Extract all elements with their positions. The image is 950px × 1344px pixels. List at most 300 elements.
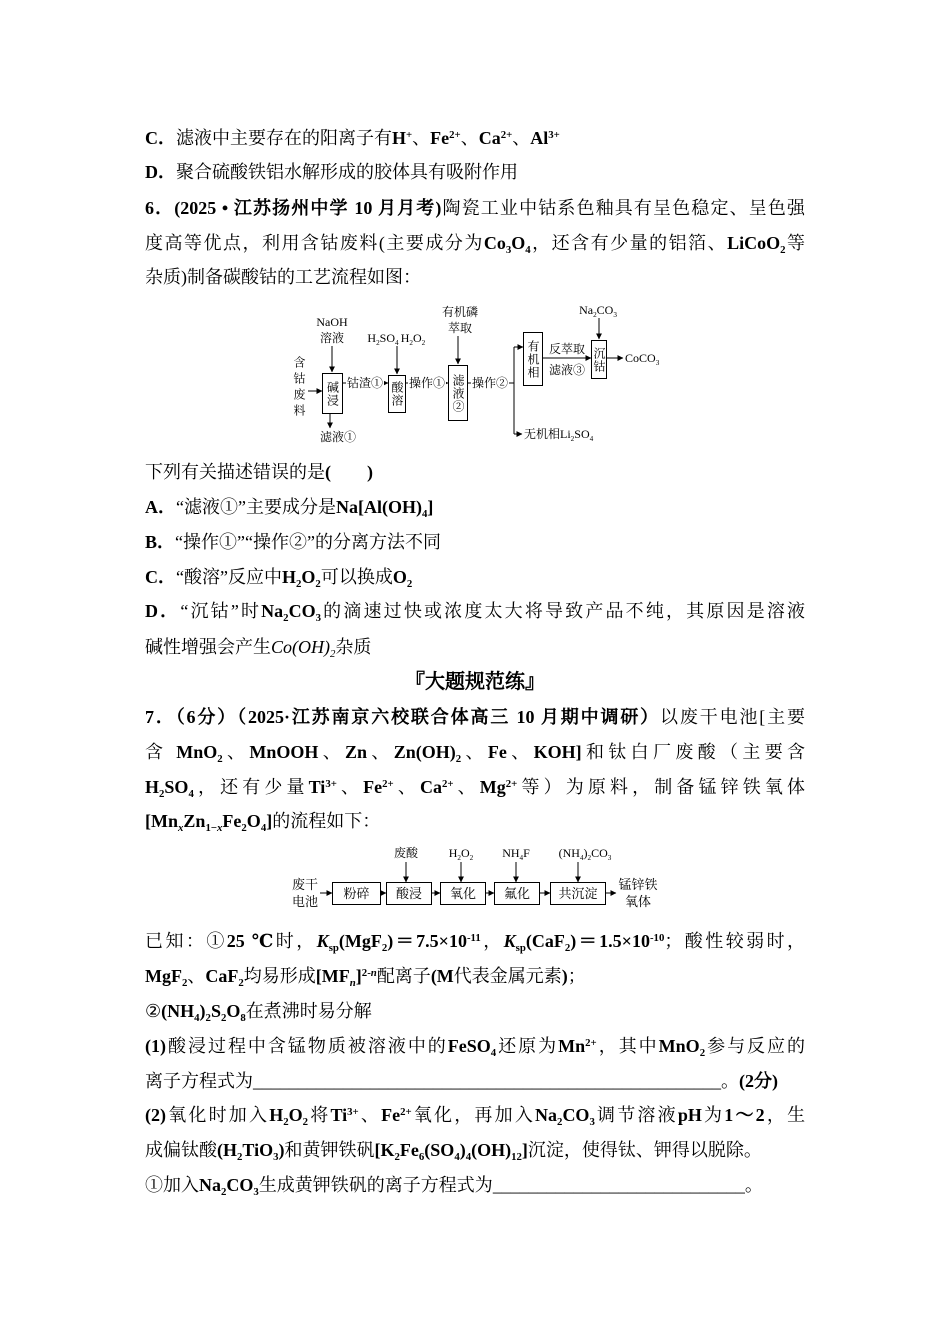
text-run: 陶瓷工业中钴系色釉具有呈色稳定、呈色强	[441, 198, 805, 218]
text-run: 2	[159, 787, 165, 800]
q7-part2-line-2	[145, 1136, 805, 1164]
text-run: 3	[655, 358, 660, 367]
text-run: 2	[238, 976, 244, 989]
text-run: ；	[567, 966, 586, 986]
text-run: 25 ℃	[226, 931, 276, 951]
text-run: n	[370, 966, 377, 979]
text-run: sp	[328, 941, 339, 954]
text-run: H	[367, 331, 377, 345]
text-run: 2	[699, 1046, 706, 1059]
q6-option-b	[145, 528, 805, 556]
text-run: H	[269, 1105, 284, 1125]
process-box-cobalt-precipitation	[591, 340, 607, 379]
text-run: (1)	[145, 1036, 166, 1056]
text-run: 2	[241, 821, 247, 834]
text-run: 8	[240, 1011, 246, 1024]
text-run: 氧化时加入	[166, 1105, 270, 1125]
text-run: 、	[358, 1105, 382, 1125]
text-run: 6．(2025 • 江苏扬州中学 10 月月考)	[145, 198, 442, 218]
text-run: 2	[557, 1115, 563, 1128]
text-run: MgF	[145, 966, 182, 986]
text-run: “滤液①”主要成分是	[176, 497, 336, 517]
q6-stem-line-3	[145, 263, 805, 291]
text-run: 12	[511, 1150, 522, 1163]
stream-aqueous-phase	[524, 427, 593, 443]
process-label-acid-leach: 酸浸	[395, 885, 422, 901]
text-run: ，还含有少量的铝箔、	[530, 233, 728, 253]
text-run: Al	[530, 128, 549, 148]
text-run: [K	[374, 1140, 395, 1160]
text-run: ①加入	[145, 1175, 199, 1195]
q6-prompt	[145, 458, 805, 486]
text-run: A．	[145, 497, 176, 517]
text-run: 1−	[205, 821, 217, 834]
q7-part2-line-1	[145, 1101, 805, 1129]
process-box-acid-leach	[386, 882, 432, 905]
q7-known-line-3	[145, 997, 805, 1025]
reagent-organophosphorus: 有机磷	[441, 305, 479, 319]
text-run: 调节溶液	[594, 1105, 678, 1125]
q6-flow-diagram	[280, 298, 670, 448]
stream-operation-2: 操作②	[471, 376, 509, 390]
stream-filtrate-3: 滤液③	[548, 363, 586, 377]
q7-stem-line-3	[145, 773, 805, 801]
text-run: 2	[421, 338, 426, 347]
text-run: x	[178, 821, 184, 834]
text-run: 酸浸过程中含锰物质被溶液中的	[166, 1036, 448, 1056]
text-run: “沉钴”时	[180, 601, 262, 621]
text-run: 4	[490, 1046, 497, 1059]
text-run: 3	[253, 1185, 259, 1198]
text-run: Na	[535, 1105, 558, 1125]
text-run: Fe	[363, 777, 383, 797]
text-run: O	[246, 811, 261, 831]
text-run: 、	[367, 742, 394, 762]
text-run: CO	[596, 303, 614, 317]
text-run: )	[199, 1001, 206, 1021]
text-run: 2	[587, 853, 592, 862]
text-run: 4	[395, 338, 399, 347]
text-run: x	[217, 821, 223, 834]
process-label-cobalt-precipitation: 沉钴	[592, 346, 606, 373]
q6-option-c	[145, 563, 805, 591]
text-run: 2	[220, 1011, 227, 1024]
text-run: 6	[418, 1150, 425, 1163]
text-run: 2	[455, 752, 462, 765]
q5-option-c	[145, 124, 805, 152]
text-run: 、	[461, 742, 488, 762]
text-run: 4	[579, 853, 584, 862]
text-run: ②	[145, 1001, 162, 1021]
text-run: 2	[564, 941, 571, 954]
text-run: 可以换成	[320, 567, 393, 587]
text-run: Na	[261, 601, 284, 621]
output-label-line-1: 锰锌铁	[618, 877, 658, 892]
section-title: 『大题规范练』	[405, 669, 545, 693]
text-run: )	[561, 966, 568, 986]
text-run: ]	[427, 497, 434, 517]
text-run: 2+	[500, 128, 513, 141]
text-run: 2	[406, 577, 413, 590]
text-run: 4	[454, 1150, 460, 1163]
stream-operation-1: 操作①	[408, 376, 446, 390]
text-run: Zn	[345, 742, 368, 762]
text-run: +	[406, 128, 413, 141]
text-run: 氧化，再加入	[411, 1105, 536, 1125]
text-run: 2	[181, 976, 188, 989]
text-run: ]	[521, 1140, 528, 1160]
text-run: 、	[187, 966, 206, 986]
text-run: 离子方程式为	[145, 1071, 253, 1091]
text-run: 2	[780, 243, 786, 256]
text-run: n	[349, 976, 356, 989]
text-run: 3+	[548, 128, 560, 141]
text-run: S	[210, 1001, 221, 1021]
reagent-h2so4	[367, 331, 398, 347]
text-run: ，还有少量	[193, 777, 309, 797]
reagent-h2o2	[401, 331, 426, 347]
text-run: 2	[457, 853, 461, 862]
text-run: 2	[409, 338, 413, 347]
text-run: (OH)	[471, 1140, 512, 1160]
text-run: 。	[744, 1175, 763, 1195]
text-run: 、	[412, 128, 431, 148]
text-run: Ti	[330, 1105, 348, 1125]
text-run: Co	[483, 233, 506, 253]
process-label-crush: 粉碎	[343, 885, 370, 901]
text-run: O	[413, 331, 422, 345]
text-run: 2+	[449, 128, 461, 141]
text-run: H	[145, 777, 160, 797]
text-run: 时，	[275, 931, 317, 951]
text-run: Na	[579, 303, 594, 317]
text-run: CO	[288, 601, 316, 621]
process-label-organic-phase: 有机相	[526, 339, 540, 379]
q7-flow-diagram	[280, 842, 670, 917]
product-coco3	[625, 351, 659, 367]
text-run: CO	[562, 1105, 590, 1125]
text-run: 度高等优点，利用含钴废料(主要成分为	[145, 233, 484, 253]
reagent-extraction: 萃取	[447, 321, 473, 335]
q7-part2-line-3	[145, 1171, 805, 1199]
text-run: 2	[283, 611, 289, 624]
text-run: 代表金属元素	[453, 966, 562, 986]
text-run: C．	[145, 567, 176, 587]
q7-part1-line-2	[145, 1067, 805, 1095]
text-run: MnO	[658, 1036, 700, 1056]
input-label-line-1: 废干	[291, 877, 319, 892]
text-run: 2	[296, 577, 302, 590]
text-run: (SO	[424, 1140, 455, 1160]
text-run: 在煮沸时易分解	[245, 1001, 372, 1021]
text-run: (2)	[145, 1105, 166, 1125]
text-run: 2	[237, 1150, 243, 1163]
text-run: FeSO	[447, 1036, 491, 1056]
text-run: D．	[145, 601, 181, 621]
text-run: 杂质)制备碳酸钴的工艺流程如图：	[145, 267, 421, 287]
q6-stem-line-1	[145, 194, 805, 222]
text-run: 2+	[441, 777, 454, 790]
text-run: 4	[519, 853, 524, 862]
text-run: LiCoO	[727, 233, 781, 253]
text-run: 含	[145, 742, 177, 762]
text-run: (NH	[161, 1001, 195, 1021]
text-run: 、	[453, 777, 480, 797]
reagent-ammonium-carbonate	[559, 846, 612, 862]
q5-option-d	[145, 158, 805, 186]
text-run: 滤液中主要存在的阳离子有	[176, 128, 392, 148]
text-run: “操作①”“操作②”的分离方法不同	[175, 532, 441, 552]
text-run: 2	[217, 752, 223, 765]
text-run: Fe	[487, 742, 507, 762]
text-run: )＝1.5×10	[570, 931, 650, 951]
text-run: 2	[302, 1115, 309, 1128]
text-run: ，生	[764, 1105, 805, 1125]
process-box-acid-dissolve	[388, 375, 406, 413]
text-run: MnO	[176, 742, 218, 762]
text-run: 3	[589, 1115, 595, 1128]
text-run: (2分)	[739, 1071, 778, 1091]
text-run: [MF	[315, 966, 350, 986]
text-run: SO	[164, 777, 189, 797]
stream-cobalt-slag: 钴渣①	[346, 376, 384, 390]
text-run: 4	[260, 821, 267, 834]
text-run: 碱性增强会产生	[145, 637, 271, 657]
text-run: TiO	[242, 1140, 274, 1160]
text-run: K	[503, 931, 516, 951]
reagent-h2o2	[449, 846, 474, 862]
text-run: Fe	[430, 128, 450, 148]
text-run: 4	[421, 507, 428, 520]
text-run: 参与反应的	[705, 1036, 805, 1056]
text-run: O	[288, 1105, 303, 1125]
text-run: H	[281, 567, 296, 587]
text-run: CaF	[205, 966, 239, 986]
text-run: 、	[506, 742, 534, 762]
text-run: Mn	[558, 1036, 586, 1056]
process-label-fluorination: 氟化	[503, 885, 530, 901]
text-run: (MgF	[338, 931, 382, 951]
text-run: Fe	[381, 1105, 401, 1125]
text-run: 下列有关描述错误的是	[145, 462, 325, 482]
text-run: 配离子	[376, 966, 431, 986]
text-run: 2+	[400, 1105, 412, 1118]
q7-part1-line-1	[145, 1032, 805, 1060]
text-run: H	[392, 128, 407, 148]
text-run: K	[316, 931, 329, 951]
text-run: )＝7.5×10	[387, 931, 467, 951]
text-run: 4	[465, 1150, 472, 1163]
text-run: ____________________________	[492, 1175, 745, 1195]
text-run: Co(OH)	[271, 637, 330, 657]
text-run: 等）为原料，制备锰锌铁氧体	[517, 777, 805, 797]
text-run: H	[400, 331, 410, 345]
text-run: CoCO	[625, 351, 656, 365]
text-run: 2	[205, 1011, 211, 1024]
q6-stem-line-2	[145, 229, 805, 257]
process-box-crush	[332, 882, 381, 905]
text-run: Ca	[419, 777, 442, 797]
text-run: 、	[460, 128, 479, 148]
text-run: ____________________________________________________	[253, 1071, 721, 1091]
text-run: O	[392, 567, 407, 587]
text-run: 聚合硫酸铁铝水解形成的胶体具有吸附作用	[176, 162, 518, 182]
text-run: CO	[226, 1175, 254, 1195]
reagent-naoh: NaOH	[316, 315, 348, 329]
text-run: O	[226, 1001, 241, 1021]
q7-stem-line-4	[145, 807, 805, 835]
text-run: 3	[613, 310, 617, 319]
process-box-organic-phase	[523, 332, 543, 386]
process-box-coprecipitation	[550, 882, 606, 905]
input-label-line-2: 电池	[291, 894, 319, 909]
text-run: 4	[194, 1011, 200, 1024]
text-run: (CaF	[525, 931, 565, 951]
text-run: O	[461, 846, 470, 860]
text-run: SO	[379, 331, 396, 345]
q7-stem-line-2	[145, 738, 805, 766]
text-run: 3	[607, 853, 612, 862]
q7-known-line-2	[145, 962, 805, 990]
text-run: C．	[145, 128, 176, 148]
text-run: NH	[502, 846, 520, 860]
text-run: 无机相Li	[524, 427, 571, 441]
text-run: O	[511, 233, 526, 253]
text-run: 均易形成	[243, 966, 316, 986]
text-run: 2	[593, 310, 597, 319]
process-label-coprecipitation: 共沉淀	[558, 885, 598, 901]
text-run: 2	[315, 577, 321, 590]
process-box-oxidation	[440, 882, 486, 905]
text-run: 3	[273, 1150, 279, 1163]
process-box-alkali-leach	[322, 373, 343, 414]
text-run: -11	[466, 931, 481, 944]
text-run: 2+	[382, 777, 394, 790]
text-run: 2	[469, 853, 474, 862]
text-run: 2+	[585, 1036, 597, 1049]
text-run: Ca	[478, 128, 501, 148]
text-run: H	[448, 846, 458, 860]
q6-option-a	[145, 493, 805, 521]
text-run: 3+	[325, 777, 337, 790]
process-box-fluorination	[494, 882, 540, 905]
text-run: Zn	[183, 811, 206, 831]
text-run: 等	[785, 233, 805, 253]
text-run: 4	[188, 787, 194, 800]
text-run: ；酸性较弱时，	[664, 931, 805, 951]
text-run: 4	[525, 243, 531, 256]
feed-label	[293, 356, 307, 426]
text-run: 沉淀，使得钛、钾得以脱除。	[527, 1140, 762, 1160]
text-run: “酸溶”反应中	[176, 567, 282, 587]
text-run: )	[278, 1140, 285, 1160]
text-run: )	[583, 846, 588, 860]
q6-option-d-line-1	[145, 597, 805, 625]
text-run: 3+	[347, 1105, 359, 1118]
text-run: Na[Al(OH)	[335, 497, 422, 517]
text-run: CO	[591, 846, 608, 860]
text-run: 为	[701, 1105, 725, 1125]
q7-stem-line-1	[145, 703, 805, 731]
text-run: (M	[430, 966, 454, 986]
text-run: 、	[512, 128, 531, 148]
text-run: Na	[199, 1175, 221, 1195]
text-run: 2	[283, 1115, 289, 1128]
text-run: 2+	[505, 777, 518, 790]
text-run: 杂质	[335, 637, 372, 657]
output-label-line-2: 氧体	[624, 894, 652, 909]
text-run: 4	[589, 434, 594, 443]
feed-text: 含钴废料	[292, 356, 306, 420]
text-run: ]	[355, 966, 362, 986]
stream-filtrate-1: 滤液①	[319, 430, 357, 444]
text-run: Zn(OH)	[393, 742, 456, 762]
text-run: 。	[721, 1071, 739, 1091]
text-run: 2-	[361, 966, 371, 979]
reagent-naoh-solution: 溶液	[319, 331, 345, 345]
text-run: 和黄钾铁矾	[284, 1140, 375, 1160]
text-run: 3	[315, 611, 321, 624]
text-run: 2	[376, 338, 380, 347]
text-run: F	[523, 846, 530, 860]
process-box-filtrate-2	[448, 365, 468, 421]
text-run: [Mn	[145, 811, 178, 831]
process-label-acid-dissolve: 酸溶	[390, 381, 404, 407]
text-run: 1～2	[724, 1105, 765, 1125]
text-run: 生成黄钾铁矾的离子方程式为	[258, 1175, 493, 1195]
reagent-na2co3	[579, 303, 617, 319]
text-run: 、	[318, 742, 346, 762]
text-run: Ti	[308, 777, 326, 797]
text-run: O	[301, 567, 316, 587]
process-label-oxidation: 氧化	[449, 885, 476, 901]
text-run: 成偏钛酸	[145, 1140, 217, 1160]
text-run: 2	[330, 647, 336, 660]
text-run: 将	[308, 1105, 331, 1125]
text-run: sp	[515, 941, 526, 954]
reagent-nh4f	[502, 846, 530, 862]
q6-option-d-line-2	[145, 633, 805, 661]
text-run: -10	[649, 931, 665, 944]
text-run: 2	[381, 941, 388, 954]
text-run: 的流程如下：	[272, 811, 381, 831]
text-run: 2	[394, 1150, 400, 1163]
text-run: (H	[217, 1140, 237, 1160]
text-run: )	[459, 1140, 466, 1160]
text-run: 、	[393, 777, 420, 797]
text-run: 7．（6分）（2025·江苏南京六校联合体高三 10 月期中调研）	[145, 707, 661, 727]
text-run: Fe	[222, 811, 242, 831]
text-run: (NH	[558, 846, 580, 860]
stream-back-extraction: 反萃取	[548, 342, 586, 356]
text-run: Mg	[479, 777, 506, 797]
text-run: D．	[145, 162, 176, 182]
text-run: ]	[266, 811, 273, 831]
text-run: 的滴速过快或浓度太大将导致产品不纯，其原因是溶液	[320, 601, 805, 621]
text-run: ，	[480, 931, 504, 951]
text-run: 2	[221, 1185, 227, 1198]
text-run: 和钛白厂废酸（主要含	[581, 742, 805, 762]
process-label-filtrate-2: 滤液②	[451, 373, 465, 413]
text-run: 、	[222, 742, 250, 762]
reagent-waste-acid: 废酸	[393, 846, 419, 860]
text-run: 3	[505, 243, 512, 256]
text-run: 已知：①	[145, 931, 227, 951]
text-run: B．	[145, 532, 176, 552]
text-run: MnOOH	[249, 742, 319, 762]
text-run: KOH]	[533, 742, 582, 762]
text-run: 、	[336, 777, 364, 797]
